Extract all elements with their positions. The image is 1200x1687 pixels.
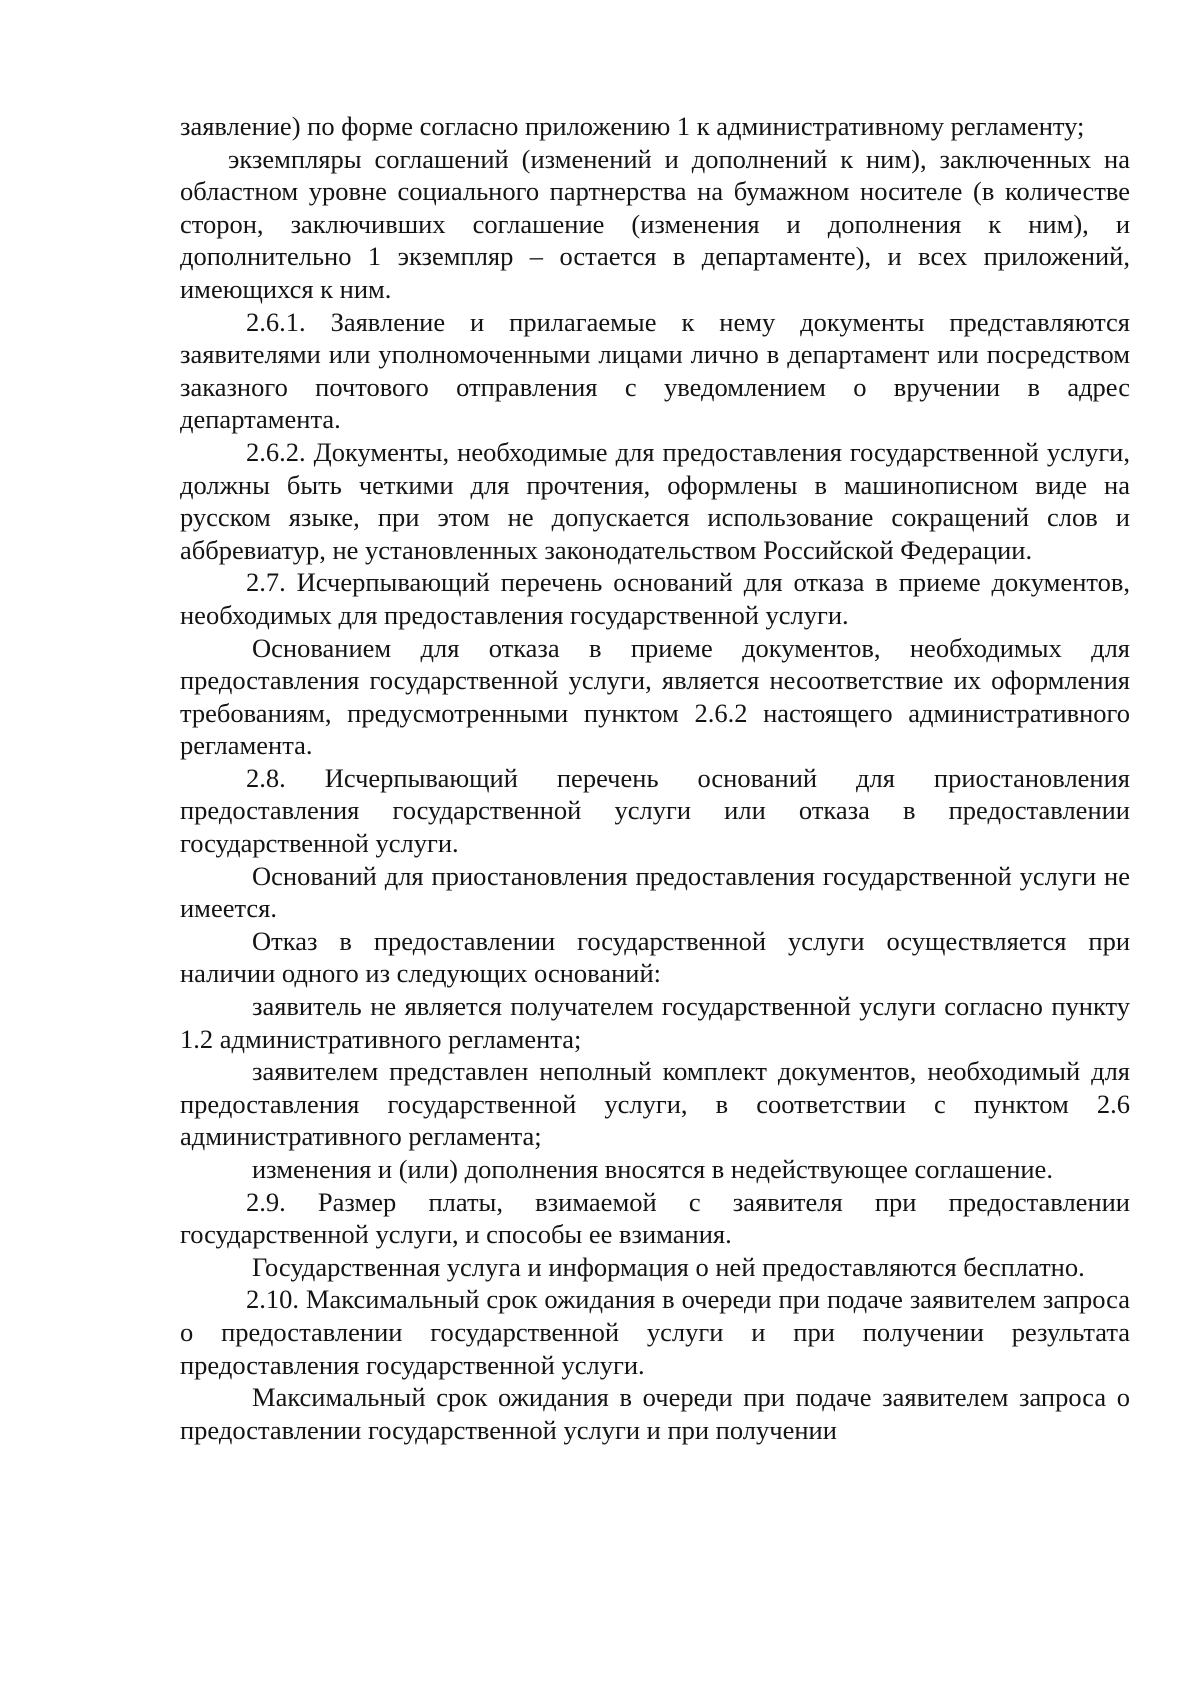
paragraph-2-6-1: 2.6.1. Заявление и прилагаемые к нему документы представляются заявителями или уполномоченными лицами лично в департамент или посредством заказного почтового отправления с уведомлением о вручении в адрес департамента. (180, 306, 1130, 435)
document-body (180, 110, 1130, 1446)
paragraph-condition-not-recipient: заявитель не является получателем государственной услуги согласно пункту 1.2 административного регламента; (180, 991, 1130, 1054)
paragraph-2-6-2: 2.6.2. Документы, необходимые для предоставления государственной услуги, должны быть четкими для прочтения, оформлены в машинописном виде на русском языке, при этом не допускается использование сокращений слов и аббревиатур, не установленных законодательством Российской Федерации. (180, 436, 1130, 565)
paragraph-application-form: заявление) по форме согласно приложению 1 к административному регламенту; (180, 111, 1085, 141)
paragraph-no-suspension: Оснований для приостановления предоставления государственной услуги не имеется. (180, 860, 1130, 924)
paragraph-condition-inactive-agreement: изменения и (или) дополнения вносятся в недействующее соглашение. (252, 1154, 1053, 1184)
paragraph-2-9: 2.9. Размер платы, взимаемой с заявителя при предоставлении государственной услуги, и способы ее взимания. (180, 1186, 1130, 1250)
paragraph-2-8: 2.8. Исчерпывающий перечень оснований для приостановления предоставления государственной услуги или отказа в предоставлении государственной услуги. (180, 762, 1130, 859)
paragraph-agreement-copies: экземпляры соглашений (изменений и дополнений к ним), заключенных на областном уровне социального партнерства на бумажном носителе (в количестве сторон, заключивших соглашение (изменения и дополнения к ним), и дополнительно 1 экземпляр – остается в департаменте), и всех приложений, имеющихся к ним. (180, 143, 1130, 304)
paragraph-2-10: 2.10. Максимальный срок ожидания в очереди при подаче заявителем запроса о предоставлении государственной услуги и при получении результата предоставления государственной услуги. (180, 1284, 1130, 1380)
paragraph-refusal-grounds: Основанием для отказа в приеме документов, необходимых для предоставления государственной услуги, является несоответствие их оформления требованиям, предусмотренными пунктом 2.6.2 настоящего административного регламента. (180, 632, 1130, 761)
paragraph-condition-incomplete: заявителем представлен неполный комплект документов, необходимый для предоставления государственной услуги, в соответствии с пунктом 2.6 административного регламента; (180, 1056, 1130, 1152)
paragraph-refusal-conditions: Отказ в предоставлении государственной услуги осуществляется при наличии одного из следующих оснований: (180, 925, 1130, 989)
paragraph-free-of-charge: Государственная услуга и информация о ней предоставляются бесплатно. (252, 1251, 1085, 1282)
paragraph-max-wait-time: Максимальный срок ожидания в очереди при подаче заявителем запроса о предоставлении государственной услуги и при получении (180, 1382, 1130, 1445)
paragraph-2-7: 2.7. Исчерпывающий перечень оснований для отказа в приеме документов, необходимых для предоставления государственной услуги. (180, 567, 1130, 630)
